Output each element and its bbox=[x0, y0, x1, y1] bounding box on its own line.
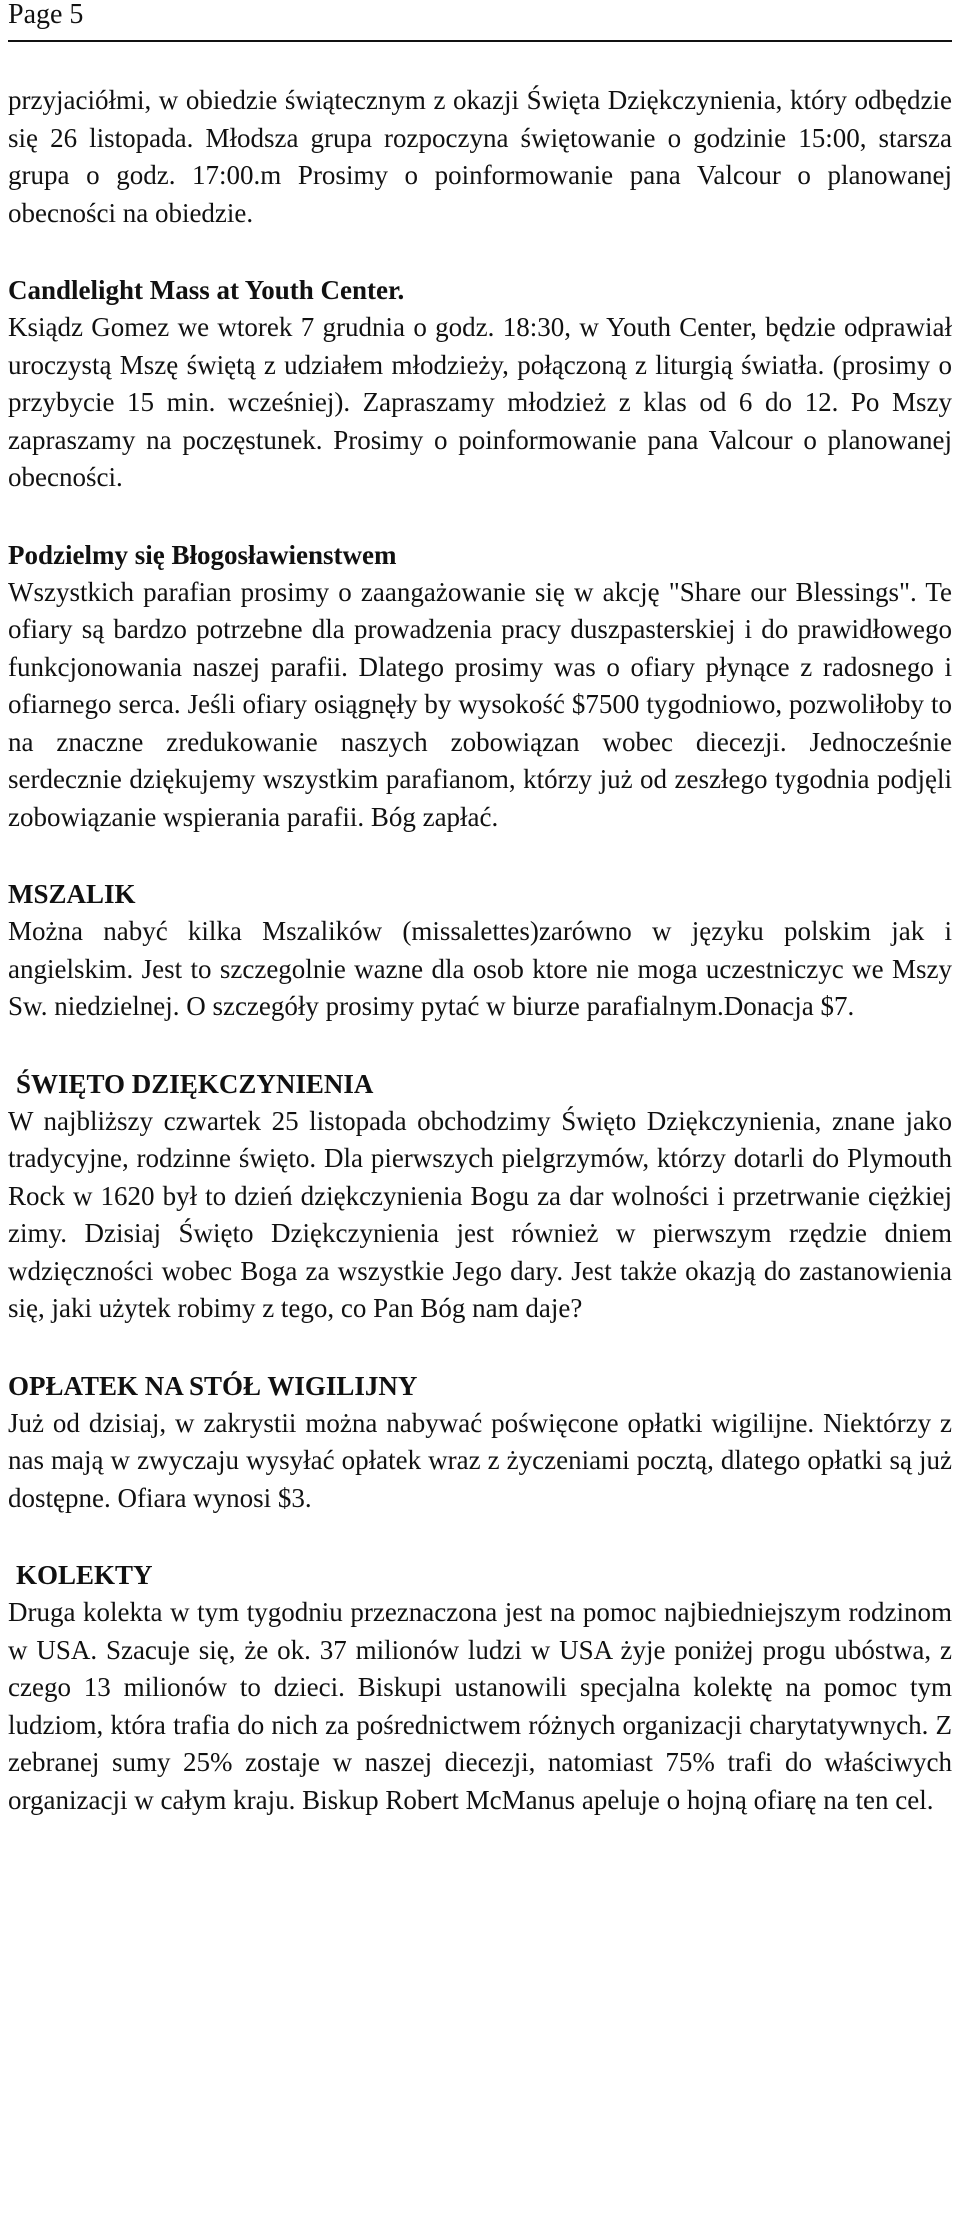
section-oplatek bbox=[8, 1368, 952, 1518]
oplatek-paragraph: Już od dzisiaj, w zakrystii można nabywać poświęcone opłatki wigilijne. Niektórzy z nas mają w zwyczaju wysyłać opłatek wraz z życzeniami pocztą, dlatego opłatki są już dostępne. Ofiara wynosi $3. bbox=[8, 1407, 952, 1513]
section-kolekty bbox=[8, 1557, 952, 1819]
mszalik-title: MSZALIK bbox=[8, 879, 136, 909]
page-number: Page 5 bbox=[8, 0, 84, 30]
thanksgiving-title: ŚWIĘTO DZIĘKCZYNIENIA bbox=[16, 1068, 374, 1099]
kolekty-title: KOLEKTY bbox=[16, 1560, 153, 1590]
section-candlelight-mass bbox=[8, 272, 952, 497]
intro-paragraph: przyjaciółmi, w obiedzie świątecznym z okazji Święta Dziękczynienia, który odbędzie się 26 listopada. Młodsza grupa rozpoczyna świętowanie o godzinie 15:00, starsza grupa o godz. 17:00.m Prosimy o poinformowanie pana Valcour o planowanej obecności na obiedzie. bbox=[8, 85, 952, 228]
page-header bbox=[8, 0, 952, 42]
section-thanksgiving bbox=[8, 1066, 952, 1328]
section-mszalik bbox=[8, 876, 952, 1026]
section-intro bbox=[8, 82, 952, 232]
section-share-blessings bbox=[8, 537, 952, 837]
kolekty-paragraph: Druga kolekta w tym tygodniu przeznaczona jest na pomoc najbiedniejszym rodzinom w USA. Szacuje się, że ok. 37 milionów ludzi w USA żyje poniżej progu ubóstwa, z czego 13 milionów to dzieci. Biskupi ustanowili specjalna kolektę na pomoc tym ludziom, która trafia do nich za pośrednictwem różnych organizacji charytatywnych. Z zebranej sumy 25% zostaje w naszej diecezji, natomiast 75% trafi do właściwych organizacji w całym kraju. Biskup Robert McManus apeluje o hojną ofiarę na ten cel. bbox=[8, 1597, 952, 1815]
oplatek-title: OPŁATEK NA STÓŁ WIGILIJNY bbox=[8, 1370, 418, 1401]
thanksgiving-paragraph: W najbliższy czwartek 25 listopada obchodzimy Święto Dziękczynienia, znane jako tradycyjne, rodzinne święto. Dla pierwszych pielgrzymów, którzy dotarli do Plymouth Rock w 1620 był to dzień dziękczynienia Bogu za dar wolności i przetrwanie ciężkiej zimy. Dzisiaj Święto Dziękczynienia jest również w pierwszym rzędzie dniem wdzięczności wobec Boga za wszystkie Jego dary. Jest także okazją do zastanowienia się, jaki użytek robimy z tego, co Pan Bóg nam daje? bbox=[8, 1105, 952, 1323]
mszalik-paragraph: Można nabyć kilka Mszalików (missalettes)zarówno w języku polskim jak i angielskim. Jest to szczegolnie wazne dla osob ktore nie moga uczestniczyc we Mszy Sw. niedzielnej. O szczegóły prosimy pytać w biurze parafialnym.Donacja $7. bbox=[8, 916, 952, 1021]
candlelight-mass-paragraph: Ksiądz Gomez we wtorek 7 grudnia o godz. 18:30, w Youth Center, będzie odprawiał uroczystą Mszę świętą z udziałem młodzieży, połączoną z liturgią światła. (prosimy o przybycie 15 min. wcześniej). Zapraszamy młodzież z klas od 6 do 12. Po Mszy zapraszamy na poczęstunek. Prosimy o poinformowanie pana Valcour o planowanej obecności. bbox=[8, 312, 952, 492]
share-blessings-title: Podzielmy się Błogosławienstwem bbox=[8, 539, 397, 570]
candlelight-mass-title: Candlelight Mass at Youth Center. bbox=[8, 275, 405, 305]
share-blessings-paragraph: Wszystkich parafian prosimy o zaangażowanie się w akcję "Share our Blessings". Te ofiary są bardzo potrzebne dla prowadzenia pracy duszpasterskiej i do prawidłowego funkcjonowania naszej parafii. Dlatego prosimy was o ofiary płynące z radosnego i ofiarnego serca. Jeśli ofiary osiągnęły by wysokość $7500 tygodniowo, pozwoliłoby to na znaczne zredukowanie naszych zobowiązan wobec diecezji. Jednocześnie serdecznie dziękujemy wszystkim parafianom, którzy już od zeszłego tygodnia podjęli zobowiązanie wspierania parafii. Bóg zapłać. bbox=[8, 576, 952, 832]
page-content bbox=[8, 42, 952, 1819]
